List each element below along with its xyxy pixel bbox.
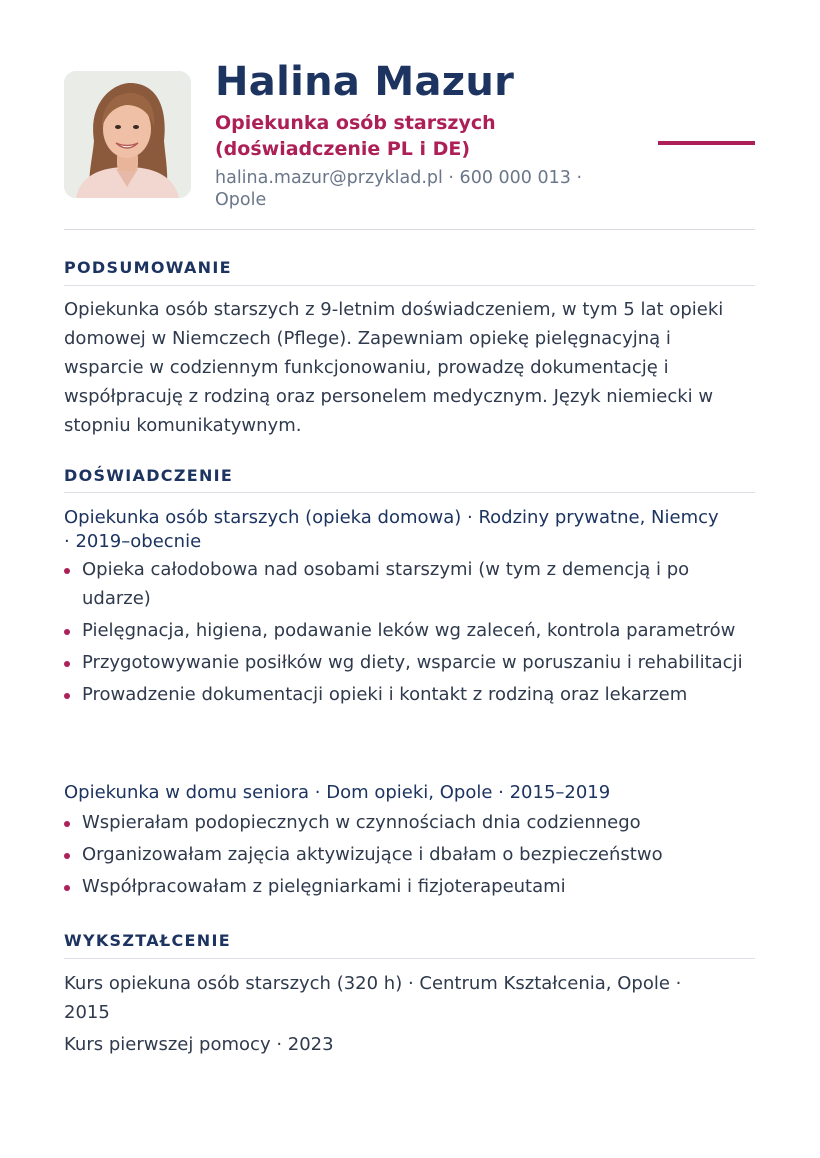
accent-divider — [658, 141, 755, 145]
bullet-icon — [64, 661, 70, 667]
profile-photo — [64, 71, 191, 198]
education-divider — [64, 958, 755, 959]
header-divider — [64, 229, 755, 230]
experience-heading: DOŚWIADCZENIE — [64, 466, 234, 485]
bullet-icon — [64, 568, 70, 574]
candidate-name: Halina Mazur — [215, 59, 515, 105]
bullet-icon — [64, 629, 70, 635]
list-item: Współpracowałam z pielęgniarkami i fizjoterapeutami — [64, 872, 744, 901]
job-duties-list — [64, 808, 744, 904]
summary-text: Opiekunka osób starszych z 9-letnim doświadczeniem, w tym 5 lat opieki domowej w Niemczech (Pflege). Zapewniam opiekę pielęgnacyjną i wsparcie w codziennym funkcjonowaniu, prowadzę dokumentację i współpracuję z rodziną oraz personelem medycznym. Język niemiecki w stopniu komunikatywnym. — [64, 299, 724, 436]
job-role: Opiekunka osób starszych (doświadczenie PL i DE) — [215, 112, 496, 160]
portrait-image — [64, 71, 191, 198]
summary-divider — [64, 285, 755, 286]
bullet-icon — [64, 885, 70, 891]
job-heading: Opiekunka w domu seniora · Dom opieki, Opole · 2015–2019 — [64, 782, 611, 803]
bullet-icon — [64, 693, 70, 699]
list-item: Opieka całodobowa nad osobami starszymi (w tym z demencją i po udarze) — [64, 555, 744, 613]
list-item: Przygotowywanie posiłków wg diety, wsparcie w poruszaniu i rehabilitacji — [64, 648, 744, 677]
job-duties-list — [64, 555, 744, 712]
education-item: Kurs opiekuna osób starszych (320 h) · Centrum Kształcenia, Opole · 2015 — [64, 973, 682, 1023]
list-item: Prowadzenie dokumentacji opieki i kontakt z rodziną oraz lekarzem — [64, 680, 744, 709]
job-heading: Opiekunka osób starszych (opieka domowa) · Rodziny prywatne, Niemcy · 2019–obecnie — [64, 507, 719, 552]
list-item: Pielęgnacja, higiena, podawanie leków wg zaleceń, kontrola parametrów — [64, 616, 744, 645]
list-item: Organizowałam zajęcia aktywizujące i dbałam o bezpieczeństwo — [64, 840, 744, 869]
bullet-icon — [64, 821, 70, 827]
list-item: Wspierałam podopiecznych w czynnościach dnia codziennego — [64, 808, 744, 837]
education-heading: WYKSZTAŁCENIE — [64, 931, 231, 950]
bullet-icon — [64, 853, 70, 859]
summary-heading: PODSUMOWANIE — [64, 258, 232, 277]
education-item: Kurs pierwszej pomocy · 2023 — [64, 1034, 334, 1055]
experience-divider — [64, 492, 755, 493]
contact-info: halina.mazur@przyklad.pl · 600 000 013 · Opole — [215, 168, 583, 210]
